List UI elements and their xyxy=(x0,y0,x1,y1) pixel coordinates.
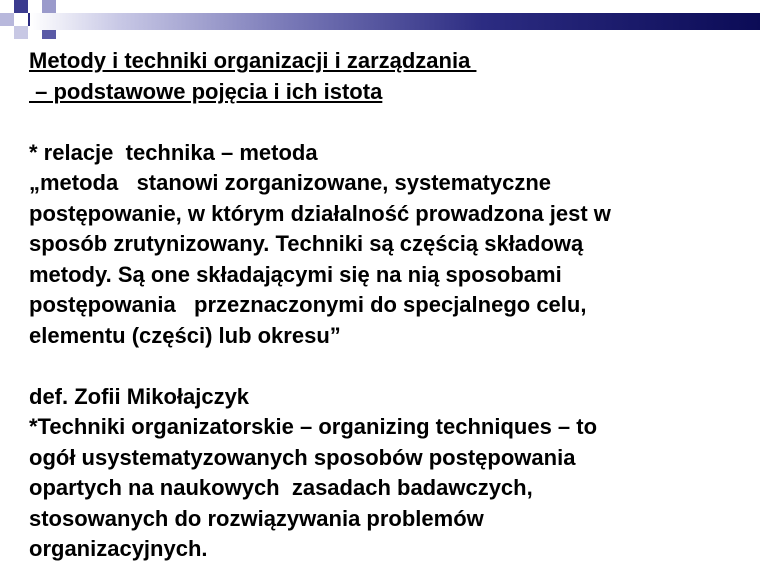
header-gradient-bar xyxy=(30,13,760,30)
paragraph-line: „metoda stanowi zorganizowane, systematyczne xyxy=(29,170,552,195)
spacer xyxy=(29,107,749,138)
paragraph-line: * relacje technika – metoda xyxy=(29,139,318,165)
paragraph-line: sposób zrutynizowany. Techniki są częścią składową xyxy=(29,231,584,256)
paragraph-line: ogół usystematyzowanych sposobów postępowania xyxy=(29,444,576,470)
paragraph-line: *Techniki organizatorskie – organizing techniques – to xyxy=(29,414,598,439)
decor-square xyxy=(42,0,56,13)
paragraph-line: postępowania przeznaczonymi do specjalnego celu, xyxy=(29,292,587,317)
paragraph-line: opartych na naukowych zasadach badawczych, xyxy=(29,475,533,500)
spacer xyxy=(29,351,749,382)
paragraph-line: metody. Są one składającymi się na nią sposobami xyxy=(29,261,562,287)
paragraph-line: postępowanie, w którym działalność prowadzona jest w xyxy=(29,200,611,226)
paragraph-line: def. Zofii Mikołajczyk xyxy=(29,383,250,409)
slide-title-line-2: – podstawowe pojęcia i ich istota xyxy=(29,78,383,104)
slide-title-line-1: Metody i techniki organizacji i zarządzania xyxy=(29,48,477,73)
decor-square xyxy=(14,26,28,39)
decor-square xyxy=(0,13,14,26)
slide-content xyxy=(29,46,749,565)
paragraph-line: organizacyjnych. xyxy=(29,536,208,561)
paragraph-line: stosowanych do rozwiązywania problemów xyxy=(29,505,484,531)
paragraph-line: elementu (części) lub okresu” xyxy=(29,322,341,348)
decor-square xyxy=(14,0,28,13)
